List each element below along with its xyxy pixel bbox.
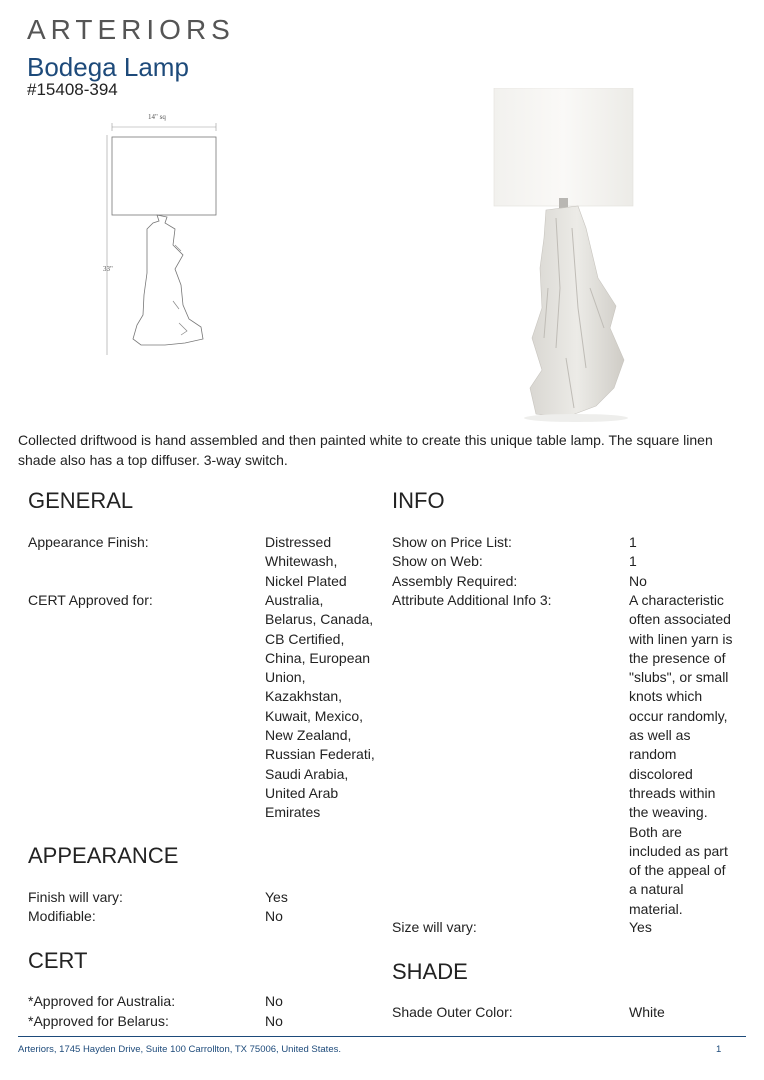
driftwood-base [530, 206, 624, 418]
size-vary-value: Yes [629, 919, 652, 935]
product-photo [486, 88, 641, 423]
info-heading: INFO [392, 488, 445, 513]
assembly-label: Assembly Required: [392, 573, 518, 589]
finish-vary-value: Yes [265, 889, 288, 905]
width-dimension-label: 14" sq [148, 113, 166, 121]
lamp-base-outline [133, 215, 203, 345]
dimension-drawing [95, 105, 235, 365]
shade-color-value: White [629, 1004, 665, 1020]
approved-belarus-label: *Approved for Belarus: [28, 1013, 169, 1029]
show-web-label: Show on Web: [392, 553, 483, 569]
brand-logo: ARTERIORS [27, 14, 235, 45]
modifiable-value: No [265, 908, 283, 924]
product-description: Collected driftwood is hand assembled and then painted white to create this unique table lamp. The square linen shade also has a top diffuser. 3-way switch. [18, 432, 713, 468]
product-number: #15408-394 [27, 80, 118, 99]
footer-divider [18, 1036, 746, 1037]
shade-color-label: Shade Outer Color: [392, 1004, 513, 1020]
height-dimension-label: 33" [103, 265, 113, 273]
show-web-value: 1 [629, 553, 637, 569]
lamp-shade [494, 88, 633, 206]
additional-info-value: A characteristic often associated with linen yarn is the presence of "slubs", or small knots which occur randomly, as well as random discolored threads within the weaving. Both are included as part of the appeal of a natural material. [629, 592, 733, 917]
additional-info-label: Attribute Additional Info 3: [392, 592, 552, 608]
price-list-value: 1 [629, 534, 637, 550]
size-vary-label: Size will vary: [392, 919, 477, 935]
page-number: 1 [716, 1044, 722, 1055]
approved-australia-value: No [265, 993, 283, 1009]
approved-australia-label: *Approved for Australia: [28, 993, 176, 1009]
finish-vary-label: Finish will vary: [28, 889, 123, 905]
shade-heading: SHADE [392, 959, 468, 984]
appearance-finish-value: Distressed Whitewash, Nickel Plated [265, 534, 347, 589]
appearance-finish-label: Appearance Finish: [28, 534, 149, 550]
product-title: Bodega Lamp [27, 52, 189, 82]
modifiable-label: Modifiable: [28, 908, 96, 924]
photo-shadow [524, 414, 628, 422]
approved-belarus-value: No [265, 1013, 283, 1029]
cert-heading: CERT [28, 948, 88, 973]
general-heading: GENERAL [28, 488, 134, 513]
appearance-heading: APPEARANCE [28, 843, 179, 868]
footer-address: Arteriors, 1745 Hayden Drive, Suite 100 Carrollton, TX 75006, United States. [18, 1044, 341, 1055]
price-list-label: Show on Price List: [392, 534, 512, 550]
cert-approved-label: CERT Approved for: [28, 592, 153, 608]
assembly-value: No [629, 573, 647, 589]
shade-outline [112, 137, 216, 215]
cert-approved-value: Australia, Belarus, Canada, CB Certified, China, European Union, Kazakhstan, Kuwait, Mexico, New Zealand, Russian Federati, Saudi Arabia, United Arab Emirates [265, 592, 375, 821]
